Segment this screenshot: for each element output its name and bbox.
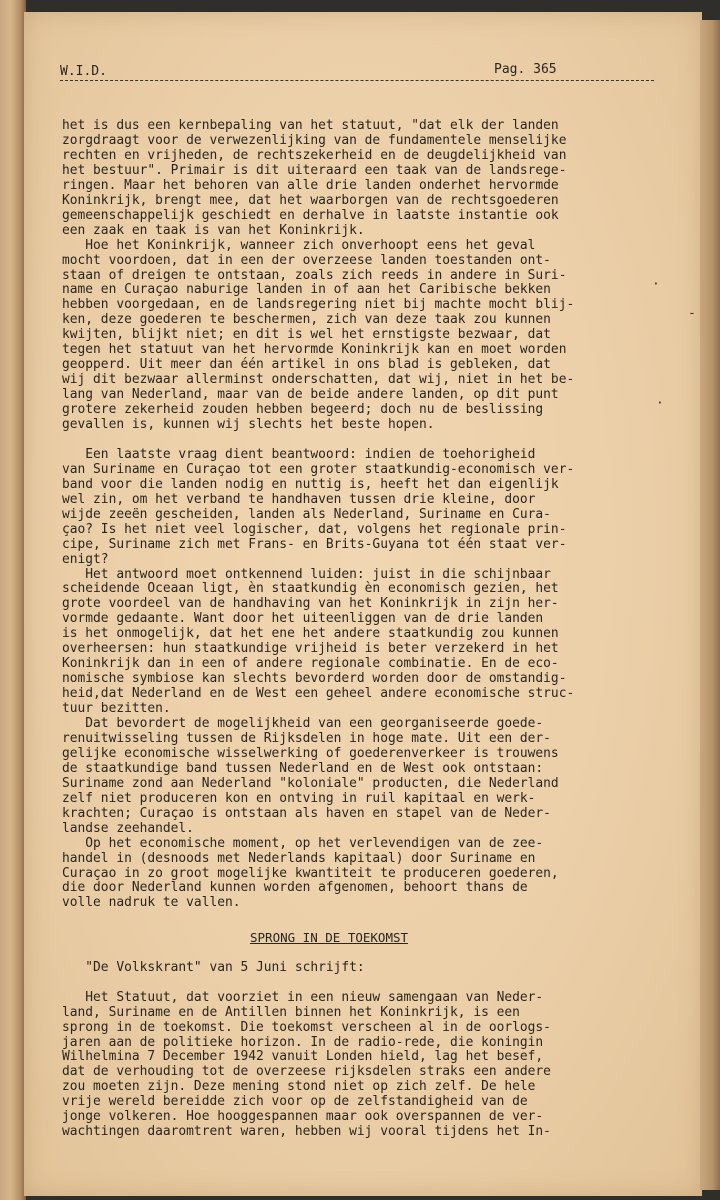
text-line: de staatkundige band tussen Nederland en de West ook ontstaan: [62,760,544,776]
text-line: cipe, Suriname zich met Frans- en Brits-Guyana tot één staat ver- [62,536,567,552]
book-binding [0,0,26,1200]
text-line: wij dit bezwaar allerminst onderschatten, dat wij, niet in het be- [62,372,575,388]
text-line: grote voordeel van de handhaving van het Koninkrijk in zijn her- [62,596,559,612]
text-line: mocht voordoen, dat in een der overzeese landen toestanden ont- [62,252,551,268]
text-line: enigt? [62,551,109,567]
text-line: wel zin, om het verband te handhaven tussen drie kleine, door [62,491,536,507]
text-line: overheersen: hun staatkundige vrijheid is beter verzekerd in het [62,641,559,657]
text-line: een zaak en taak is van het Koninkrijk. [62,222,365,238]
text-line: is het onmogelijk, dat het ene het andere staatkundig zou kunnen [62,626,559,642]
text-line: volle nadruk te vallen. [62,895,241,911]
text-line: Suriname zond aan Nederland "koloniale" producten, die Nederland [62,775,559,791]
text-line: Hoe het Koninkrijk, wanneer zich onverhoopt eens het geval [62,237,536,253]
text-line: "De Volkskrant" van 5 Juni schrijft: [62,960,365,975]
text-line: landse zeehandel. [62,820,194,836]
text-line: vormde gedaante. Want door het uiteenliggen van de drie landen [62,611,544,627]
text-line: hebben voorgedaan, en de landsregering niet bij machte mocht blij- [62,297,575,313]
text-line: grotere zekerheid zouden hebben begeerd; doch nu de beslissing [62,402,544,418]
text-line: zou moeten zijn. Deze mening stond niet op zich zelf. De hele [62,1079,536,1095]
text-line: Een laatste vraag dient beantwoord: indien de toehorigheid [62,446,536,462]
text-line: Koninkrijk dan in een of andere regionale combinatie. En de eco- [62,656,559,672]
running-head [0,0,720,90]
text-line: van Suriname en Curaçao tot een groter staatkundig-economisch ver- [62,461,575,477]
text-line: Wilhelmina 7 December 1942 vanuit Londen hield, lag het besef, [62,1049,544,1065]
text-line: Dat bevordert de mogelijkheid van een georganiseerde goede- [62,716,544,731]
text-line: band voor die landen nodig en nuttig is, heeft het dan eigenlijk [62,476,559,492]
text-line: land, Suriname en de Antillen binnen het Koninkrijk, is een [62,1004,520,1020]
text-line: staan of dreigen te ontstaan, zoals zich reeds in andere in Suri- [62,267,567,283]
text-line: jaren aan de politieke horizon. In de radio-rede, die koningin [62,1034,544,1050]
margin-mark: · [656,396,664,411]
text-line: Curaçao in zo groot mogelijke kwantiteit te produceren goederen, [62,865,559,881]
text-line: wijde zeeën gescheiden, landen als Nederland, Suriname en Cura- [62,506,551,522]
text-line: sprong in de toekomst. Die toekomst verscheen al in de oorlogs- [62,1019,551,1035]
text-line: Het antwoord moet ontkennend luiden: juist in die schijnbaar [62,566,551,582]
text-line: gelijke economische wisselwerking of goederenverkeer is trouwens [62,745,559,761]
text-line: tegen het statuut van het hervormde Koninkrijk kan en moet worden [62,342,567,358]
text-line: heid,dat Nederland en de West een geheel andere economische struc- [62,686,575,702]
text-line: nomische symbiose kan slechts bevorderd worden door de omstandig- [62,671,567,687]
text-line: Het Statuut, dat voorziet in een nieuw samengaan van Neder- [62,989,544,1005]
text-line: kwijten, blijkt niet; en dit is wel het ernstigste bezwaar, dat [62,327,551,343]
text-line: handel in (desnoods met Nederlands kapitaal) door Suriname en [62,850,536,866]
text-line: zorgdraagt voor de verwezenlijking van de fundamentele menselijke [62,132,567,148]
text-line: ringen. Maar het behoren van alle drie landen onderhet hervormde [62,177,559,193]
margin-mark: · [652,277,660,292]
text-line: tuur bezitten. [62,701,171,717]
text-line: name en Curaçao naburige landen in of aan het Caribische bekken [62,282,551,298]
text-line: Koninkrijk, brengt mee, dat het waarborgen van de rechtsgoederen [62,192,559,208]
text-line: wachtingen daaromtrent waren, hebben wij vooral tijdens het In- [62,1123,551,1139]
text-line: krachten; Curaçao is ontstaan als haven en stapel van de Neder- [62,805,551,821]
text-line: Op het economische moment, op het verlevendigen van de zee- [62,835,544,851]
text-line: jonge volkeren. Hoe hooggespannen maar ook overspannen de ver- [62,1109,544,1124]
text-line: rechten en vrijheden, de rechtszekerheid en de deugdelijkheid van [62,147,567,163]
section-heading: SPRONG IN DE TOEKOMST [250,930,409,945]
text-line: het bestuur". Primair is dit uiteraard een taak van de landsrege- [62,162,567,178]
text-line: geopperd. Uit meer dan één artikel in ons blad is gebleken, dat [62,357,551,373]
text-line: gemeenschappelijk geschiedt en derhalve in laatste instantie ook [62,207,559,223]
text-line: lang van Nederland, maar van de beide andere landen, op dit punt [62,387,559,403]
header-rule [60,80,654,81]
text-line: renuitwisseling tussen de Rijksdelen in hoge mate. Uit een der- [62,730,551,746]
header-page-number: Pag. 365 [494,62,557,77]
text-line: die door Nederland kunnen worden afgenomen, behoort thans de [62,880,528,896]
header-publication: W.I.D. [60,64,107,79]
text-line: zelf niet produceren kon en ontving in ruil kapitaal en werk- [62,790,536,806]
text-line: ken, deze goederen te beschermen, zich van deze taak zou kunnen [62,312,551,328]
text-line: çao? Is het niet veel logischer, dat, volgens het regionale prin- [62,521,567,537]
page-edge [700,20,720,1190]
text-line: scheidende Oceaan ligt, èn staatkundig èn economisch gezien, het [62,581,559,597]
margin-mark: - [688,306,696,321]
text-line: het is dus een kernbepaling van het statuut, "dat elk der landen [62,118,559,133]
text-line: gevallen is, kunnen wij slechts het beste hopen. [62,417,435,432]
text-line: vrije wereld bereidde zich voor op de zelfstandigheid van de [62,1094,528,1110]
text-line: dat de verhouding tot de overzeese rijksdelen straks een andere [62,1064,551,1080]
